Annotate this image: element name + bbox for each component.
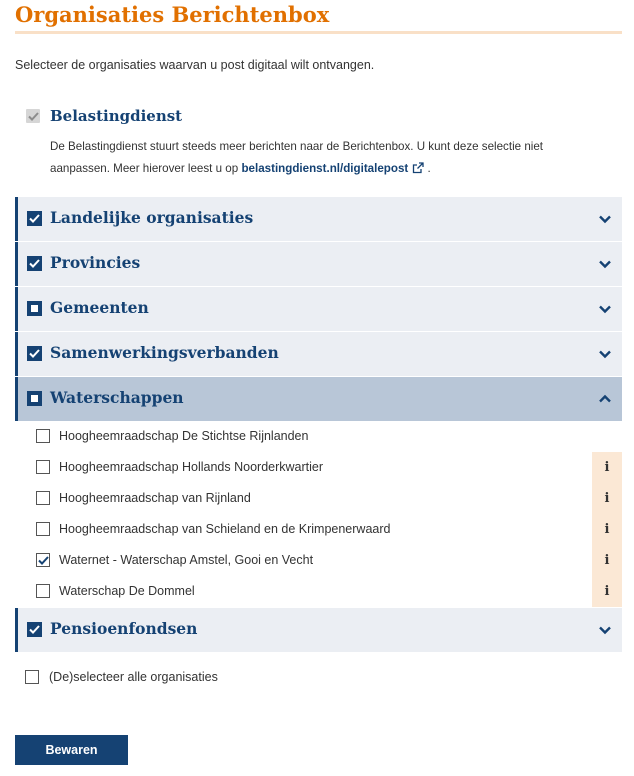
group-gemeenten[interactable] (15, 287, 622, 331)
info-button[interactable]: i (592, 576, 622, 607)
group-label: Landelijke organisaties (50, 208, 254, 227)
belastingdienst-checkbox (26, 109, 40, 123)
list-item (15, 545, 622, 576)
save-button[interactable]: Bewaren (15, 735, 128, 765)
belastingdienst-desc-line1: De Belastingdienst stuurt steeds meer berichten naar de Berichtenbox. U kunt deze selectie niet (50, 140, 544, 153)
page-title: Organisaties Berichtenbox (15, 2, 330, 27)
belastingdienst-title: Belastingdienst (50, 107, 183, 125)
item-checkbox[interactable] (36, 522, 50, 536)
item-label[interactable]: Hoogheemraadschap van Schieland en de Krimpenerwaard (59, 522, 391, 536)
group-landelijke-organisaties[interactable] (15, 197, 622, 241)
group-samenwerkingsverbanden[interactable] (15, 332, 622, 376)
check-icon (28, 112, 39, 121)
chevron-down-icon[interactable] (598, 212, 612, 226)
group-checkbox[interactable] (27, 346, 42, 361)
chevron-down-icon[interactable] (598, 302, 612, 316)
check-icon (29, 625, 40, 634)
item-label[interactable]: Hoogheemraadschap Hollands Noorderkwartier (59, 460, 324, 474)
item-checkbox[interactable] (36, 491, 50, 505)
check-icon (29, 214, 40, 223)
item-label[interactable]: Waternet - Waterschap Amstel, Gooi en Vecht (59, 553, 314, 567)
list-item (15, 452, 622, 483)
item-checkbox[interactable] (36, 429, 50, 443)
list-item (15, 514, 622, 545)
item-label[interactable]: Waterschap De Dommel (59, 584, 195, 598)
digitalepost-link[interactable]: belastingdienst.nl/digitalepost (241, 162, 424, 175)
group-waterschappen[interactable] (15, 377, 622, 421)
list-item (15, 576, 622, 607)
external-link-icon (412, 162, 424, 174)
check-icon (29, 259, 40, 268)
item-checkbox[interactable] (36, 460, 50, 474)
info-button[interactable]: i (592, 514, 622, 545)
item-label[interactable]: Hoogheemraadschap De Stichtse Rijnlanden (59, 429, 309, 443)
item-checkbox[interactable] (36, 584, 50, 598)
group-checkbox-partial[interactable] (27, 391, 42, 406)
group-checkbox[interactable] (27, 622, 42, 637)
item-label[interactable]: Hoogheemraadschap van Rijnland (59, 491, 251, 505)
group-pensioenfondsen[interactable] (15, 608, 622, 652)
title-divider (15, 31, 622, 34)
group-label: Pensioenfondsen (50, 619, 198, 638)
group-checkbox-partial[interactable] (27, 301, 42, 316)
list-item (15, 421, 622, 452)
group-checkbox[interactable] (27, 256, 42, 271)
belastingdienst-desc-end: . (427, 162, 431, 175)
info-button[interactable]: i (592, 452, 622, 483)
item-checkbox-checked[interactable] (36, 553, 50, 567)
group-checkbox[interactable] (27, 211, 42, 226)
group-provincies[interactable] (15, 242, 622, 286)
info-button[interactable]: i (592, 545, 622, 576)
list-item (15, 483, 622, 514)
intro-text: Selecteer de organisaties waarvan u post digitaal wilt ontvangen. (15, 58, 375, 72)
group-label: Samenwerkingsverbanden (50, 343, 279, 362)
belastingdienst-desc-line2: aanpassen. Meer hierover leest u op (50, 162, 239, 175)
chevron-down-icon[interactable] (598, 623, 612, 637)
belastingdienst-description (50, 136, 570, 180)
select-all-checkbox[interactable] (25, 670, 39, 684)
chevron-down-icon[interactable] (598, 347, 612, 361)
check-icon (38, 556, 49, 565)
chevron-up-icon[interactable] (598, 392, 612, 406)
info-button[interactable]: i (592, 483, 622, 514)
group-label: Gemeenten (50, 298, 149, 317)
group-label: Waterschappen (50, 388, 184, 407)
check-icon (29, 349, 40, 358)
chevron-down-icon[interactable] (598, 257, 612, 271)
group-label: Provincies (50, 253, 141, 272)
select-all-label[interactable]: (De)selecteer alle organisaties (49, 670, 218, 684)
